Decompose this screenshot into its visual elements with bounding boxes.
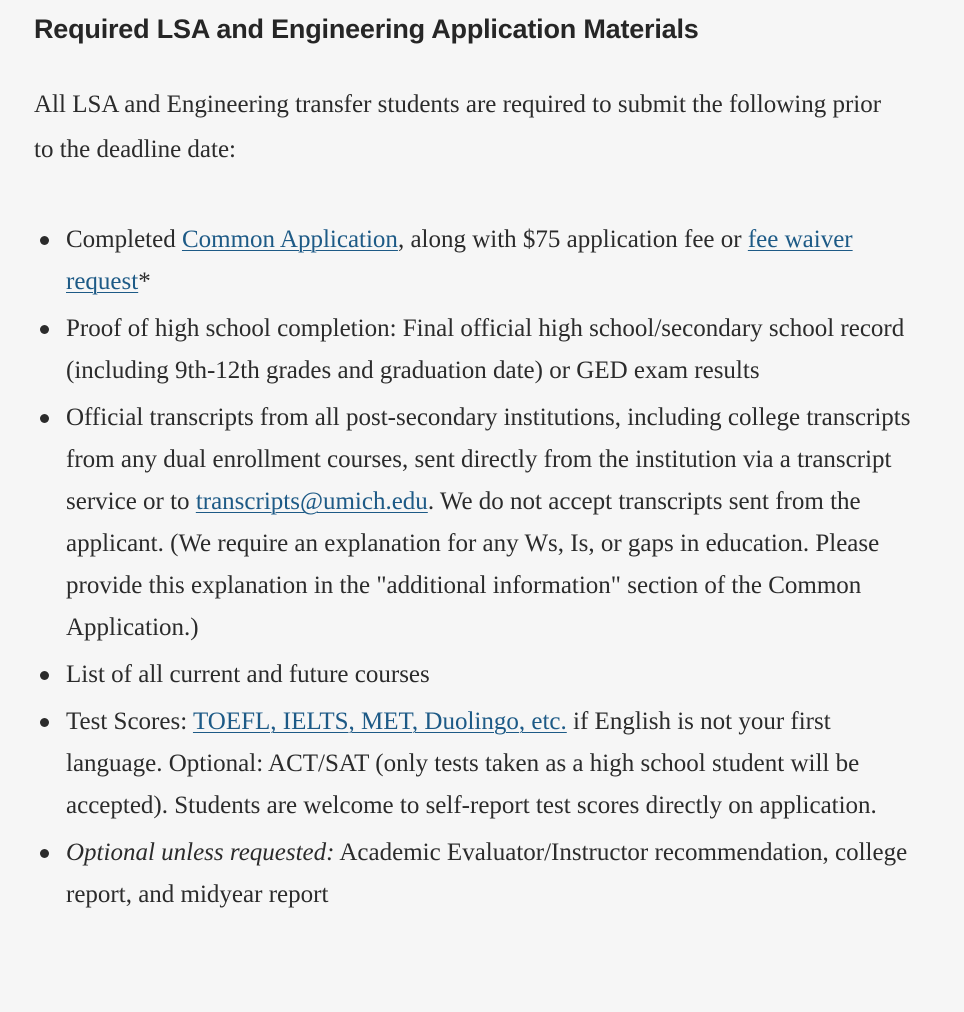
page-heading: Required LSA and Engineering Application Materials bbox=[34, 14, 699, 44]
item-text: Proof of high school completion: Final official high school/secondary school record (including 9th-12th grades and graduation date) or GED exam results bbox=[66, 315, 905, 384]
list-item-high-school-completion bbox=[34, 308, 924, 392]
english-tests-link[interactable]: TOEFL, IELTS, MET, Duolingo, etc. bbox=[192, 708, 567, 735]
fee-waiver-request-link[interactable]: fee waiver request bbox=[66, 226, 853, 295]
item-text: List of all current and future courses bbox=[66, 661, 430, 688]
transcripts-email-link[interactable]: transcripts@umich.edu bbox=[195, 488, 428, 515]
bullet-icon bbox=[40, 849, 49, 858]
list-item-test-scores bbox=[34, 701, 924, 827]
item-text: Completed bbox=[66, 226, 182, 253]
list-item-optional-recommendations bbox=[34, 832, 924, 916]
bullet-icon bbox=[40, 236, 49, 245]
item-text: if English is not your first language. Optional: ACT/SAT (only tests taken as a high school student will be accepted). Students are welcome to self-report test scores directly on application. bbox=[66, 708, 877, 819]
main-content bbox=[34, 10, 934, 921]
bullet-icon bbox=[40, 325, 49, 334]
intro-paragraph: All LSA and Engineering transfer students are required to submit the following prior to the deadline date: bbox=[34, 91, 882, 163]
item-text: * bbox=[138, 268, 151, 295]
bullet-icon bbox=[40, 671, 49, 680]
common-application-link[interactable]: Common Application bbox=[181, 226, 398, 253]
list-item-current-future-courses bbox=[34, 654, 924, 696]
item-text: Academic Evaluator/Instructor recommendation, college report, and midyear report bbox=[66, 839, 908, 908]
optional-label: Optional unless requested: bbox=[66, 839, 335, 866]
item-text: Official transcripts from all post-secondary institutions, including college transcripts from any dual enrollment courses, sent directly from the institution via a transcript service or to bbox=[66, 404, 911, 515]
list-item-official-transcripts bbox=[34, 397, 924, 649]
bullet-icon bbox=[40, 718, 49, 727]
item-text: , along with $75 application fee or bbox=[397, 226, 748, 253]
materials-list bbox=[34, 219, 934, 916]
item-text: . We do not accept transcripts sent from the applicant. (We require an explanation for any Ws, Is, or gaps in education. Please provide this explanation in the "additional information" section of the Common Application.) bbox=[66, 488, 880, 641]
list-item-common-application bbox=[34, 219, 924, 303]
bullet-icon bbox=[40, 414, 49, 423]
item-text: Test Scores: bbox=[66, 708, 193, 735]
